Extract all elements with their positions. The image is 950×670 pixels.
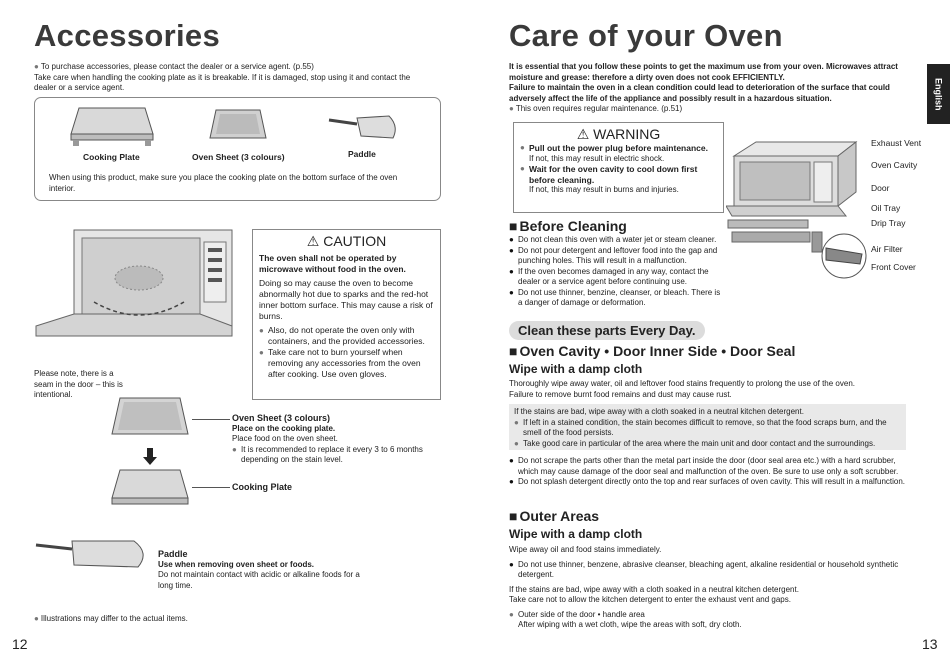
- outer-heading: ■ Outer Areas: [509, 508, 599, 524]
- cavity-box-line: If the stains are bad, wipe away with a cloth soaked in a neutral kitchen detergent.: [514, 407, 804, 416]
- oven-interior-illustration: [34, 228, 234, 348]
- label-air-filter: Air Filter: [871, 244, 903, 254]
- outer-text3: Take care not to allow the kitchen detergent to enter the exhaust vent and gaps.: [509, 595, 791, 604]
- warning-item-bold: ● Pull out the power plug before maintenance.: [520, 143, 717, 154]
- care-intro-bold: It is essential that you follow these points to get the maximum use from your oven. Microwaves attract moisture and grease: therefore a dirty oven does not cook EFFICIENTLY.: [509, 62, 898, 82]
- oven-sheet-bullet: ● It is recommended to replace it every 3 to 6 months depending on the stain level.: [232, 445, 432, 466]
- oven-parts-diagram: [726, 136, 870, 282]
- cooking-plate-illustration: [67, 106, 157, 148]
- before-cleaning-heading: ■ Before Cleaning: [509, 218, 627, 234]
- cooking-plate-label: Cooking Plate: [232, 482, 293, 492]
- paddle-diagram: [34, 535, 154, 571]
- care-intro-note: ● This oven requires regular maintenance. (p.51): [509, 104, 919, 115]
- outer-item: ● Do not use thinner, benzene, abrasive cleanser, bleaching agent, alkaline residential or household synthetic detergent.: [509, 560, 914, 581]
- cavity-list: [509, 456, 914, 488]
- acc-placement-note: When using this product, make sure you place the cooking plate on the bottom surface of the oven interior.: [49, 173, 398, 193]
- caution-bold: The oven shall not be operated by microwave without food in the oven.: [259, 253, 406, 274]
- paddle-title: Paddle: [158, 549, 188, 559]
- illustration-footnote: ● Illustrations may differ to the actual items.: [34, 614, 188, 625]
- outer-text: [509, 545, 914, 631]
- before-item: ● If the oven becomes damaged in any way, contact the dealer or a service agent before continuing use.: [509, 267, 724, 288]
- oven-sheet-diagram: [110, 396, 190, 440]
- cavity-item: ● Do not splash detergent directly onto the top and rear surfaces of oven cavity. This will result in a malfunction.: [509, 477, 914, 488]
- seam-note: Please note, there is a seam in the door – this is intentional.: [34, 369, 123, 399]
- paddle-illustration: [327, 112, 402, 142]
- cavity-stain-box: [509, 404, 906, 450]
- paddle-desc: [158, 549, 373, 591]
- paddle-bold: Use when removing oven sheet or foods.: [158, 559, 315, 569]
- acc-item-oven-sheet: Oven Sheet (3 colours): [192, 152, 285, 162]
- cavity-item: ● Do not scrape the parts other than the metal part inside the door (door seal area etc.) with a hard scrubber, which may cause damage of the door seal and malfunction of the oven. Be sure to use only a soft scrubber.: [509, 456, 914, 477]
- oven-sheet-line: Place food on the oven sheet.: [232, 434, 338, 443]
- cavity-heading: ■ Oven Cavity • Door Inner Side • Door Seal: [509, 343, 795, 359]
- label-front-cover: Front Cover: [871, 262, 916, 272]
- caution-heading-row: [253, 233, 440, 250]
- cavity-box-item: ● Take good care in particular of the area where the main unit and door contact and the surroundings.: [514, 439, 901, 450]
- warning-triangle-icon: ⚠: [576, 126, 590, 142]
- cavity-box-item: ● If left in a stained condition, the stain becomes difficult to remove, so that the food scraps burn, and the smell of the food persists.: [514, 418, 901, 439]
- cavity-text1: Thoroughly wipe away water, oil and leftover food stains frequently to prolong the use of the oven.: [509, 379, 855, 388]
- warning-heading: WARNING: [593, 126, 661, 142]
- warning-box: [513, 122, 724, 213]
- label-door: Door: [871, 183, 890, 193]
- oven-sheet-illustration: [208, 108, 268, 144]
- label-oven-cavity: Oven Cavity: [871, 160, 918, 170]
- cooking-plate-diagram: [110, 468, 190, 510]
- acc-item-cooking-plate: Cooking Plate: [83, 152, 140, 162]
- oven-sheet-leader: [192, 419, 230, 420]
- label-oil-tray: Oil Tray: [871, 203, 901, 213]
- warning-item: If not, this may result in electric shock.: [529, 153, 665, 163]
- page-title-accessories: Accessories: [34, 18, 220, 53]
- language-tab: English: [927, 64, 950, 124]
- caution-heading: CAUTION: [323, 233, 387, 249]
- before-item: ● Do not clean this oven with a water jet or steam cleaner.: [509, 235, 724, 246]
- label-drip-tray: Drip Tray: [871, 218, 906, 228]
- warning-item: If not, this may result in burns and injuries.: [529, 185, 679, 194]
- label-exhaust-vent: Exhaust Vent: [871, 138, 922, 148]
- before-item: ● Do not use thinner, benzine, cleanser, or bleach. There is a danger of damage or deformation.: [509, 288, 724, 309]
- outer-sub: Wipe with a damp cloth: [509, 527, 643, 541]
- caution-box: [252, 229, 441, 400]
- cavity-text: [509, 379, 909, 400]
- outer-item: ● Outer side of the door • handle area: [509, 610, 914, 621]
- care-intro-bold2: Failure to maintain the oven in a clean condition could lead to deterioration of the surface that could adversely affect the life of the appliance and possibly result in a hazardous situation.: [509, 83, 890, 103]
- page-number-left: 12: [12, 636, 28, 652]
- outer-item2b: After wiping with a wet cloth, wipe the areas with soft, dry cloth.: [518, 620, 742, 629]
- cavity-text2: Failure to remove burnt food remains and dust may cause rust.: [509, 389, 732, 399]
- page-title-care: Care of your Oven: [509, 18, 783, 53]
- caution-bullet: ● Take care not to burn yourself when removing any accessories from the oven after cooking. Use oven gloves.: [259, 347, 434, 380]
- caution-bullet: ● Also, do not operate the oven only with containers, and the provided accessories.: [259, 325, 434, 347]
- accessories-box: [34, 97, 441, 201]
- warning-heading-row: [514, 126, 723, 143]
- paddle-line: Do not maintain contact with acidic or alkaline foods for a long time.: [158, 570, 360, 590]
- cavity-sub: Wipe with a damp cloth: [509, 362, 643, 376]
- accessories-intro: [34, 62, 434, 94]
- oven-sheet-title: Oven Sheet (3 colours): [232, 413, 331, 423]
- care-intro: [509, 62, 919, 115]
- oven-sheet-desc: [232, 413, 432, 466]
- outer-text1: Wipe away oil and food stains immediately.: [509, 545, 662, 554]
- acc-item-paddle: Paddle: [348, 149, 376, 159]
- page-number-right: 13: [922, 636, 938, 652]
- before-item: ● Do not pour detergent and leftover food into the gap and punching holes. This will result in a malfunction.: [509, 246, 724, 267]
- before-cleaning-list: [509, 235, 724, 309]
- warning-item-bold: ● Wait for the oven cavity to cool down first before cleaning.: [520, 164, 717, 185]
- clean-every-day-pill: Clean these parts Every Day.: [509, 321, 705, 340]
- purchase-note: ● To purchase accessories, please contact the dealer or a service agent. (p.55): [34, 62, 434, 73]
- caution-body: Doing so may cause the oven to become abnormally hot due to sparks and the red-hot inner bottom surface. This may cause a risk of burns.: [259, 278, 433, 321]
- handling-note: Take care when handling the cooking plate as it is breakable. If it is damaged, stop using it and contact the dealer or a service agent.: [34, 72, 411, 92]
- cooking-plate-leader: [192, 487, 230, 488]
- arrow-down-icon: [143, 448, 157, 466]
- outer-text2: If the stains are bad, wipe away with a cloth soaked in a neutral kitchen detergent.: [509, 584, 799, 594]
- caution-triangle-icon: ⚠: [306, 233, 320, 249]
- oven-sheet-bold: Place on the cooking plate.: [232, 423, 336, 433]
